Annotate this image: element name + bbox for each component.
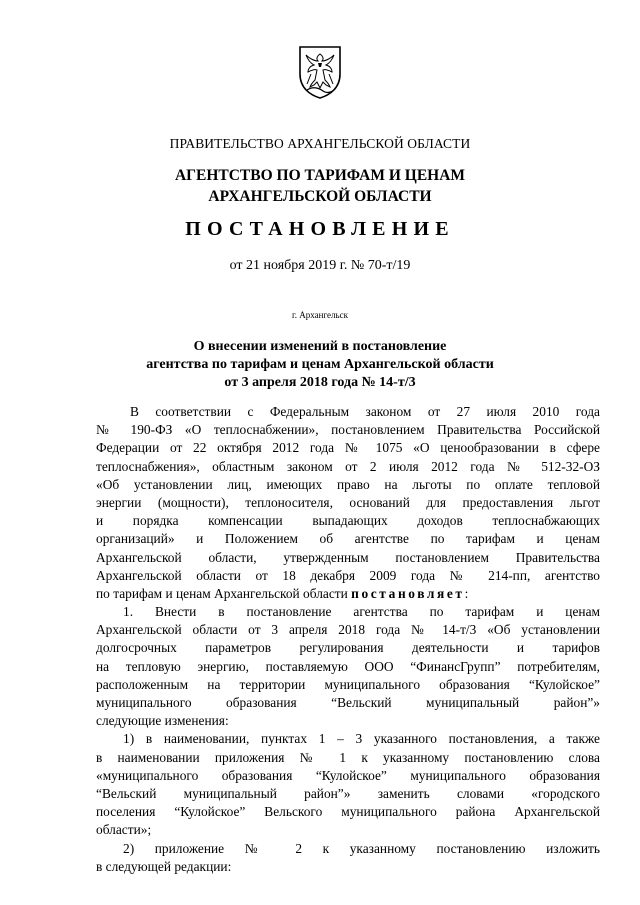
text-line: долгосрочных параметров регулирования деятельности и тарифов <box>96 640 600 656</box>
text-line: Федерации от 22 октября 2012 года № 1075 «О ценообразовании в сфере <box>96 440 600 456</box>
text-line: муниципального образования “Вельский муниципальный район”» <box>96 695 600 710</box>
text-line: «муниципального образования “Кулойское” муниципального образования <box>96 767 600 783</box>
text-line: следующие изменения: <box>96 713 229 729</box>
agency-name <box>0 165 640 207</box>
document-title <box>0 338 640 392</box>
document-body <box>96 403 600 876</box>
text-line: 1) в наименовании, пунктах 1 – 3 указанного постановления, а также <box>123 731 600 747</box>
text-line: организаций» и Положением об агентстве по тарифам и ценам <box>96 531 600 547</box>
paragraph-subitem-2 <box>96 840 600 876</box>
text-line: “Вельский муниципальный район”» заменить словами «городского <box>96 785 600 801</box>
resolution-prefix: по тарифам и ценам Архангельской области <box>96 585 352 601</box>
title-line3: от 3 апреля 2018 года № 14-т/3 <box>224 375 416 390</box>
text-line: № 190-ФЗ «О теплоснабжении», постановлением Правительства Российской <box>96 422 600 438</box>
text-line: Архангельской области от 3 апреля 2018 года № 14-т/3 «Об установлении <box>96 622 600 638</box>
paragraph-subitem-1 <box>96 730 600 839</box>
text-line: расположенным на территории муниципального образования “Кулойское” <box>96 676 600 692</box>
document-type: ПОСТАНОВЛЕНИЕ <box>185 218 455 240</box>
text-line: в наименовании приложения № 1 к указанному постановлению слова <box>96 749 600 765</box>
city-name: г. Архангельск <box>292 310 348 320</box>
text-line: поселения “Кулойское” Вельского муниципального района Архангельской <box>96 804 600 820</box>
text-line: 1. Внести в постановление агентства по тарифам и ценам <box>123 604 600 620</box>
title-line2: агентства по тарифам и ценам Архангельской области <box>146 357 494 372</box>
text-line: теплоснабжения», областным законом от 2 июля 2012 года № 512-32-ОЗ <box>96 458 600 474</box>
text-line: и порядка компенсации выпадающих доходов теплоснабжающих <box>96 513 600 529</box>
text-line: В соответствии с Федеральным законом от 27 июля 2010 года <box>130 404 600 419</box>
title-line1: О внесении изменений в постановление <box>193 339 447 354</box>
government-name: ПРАВИТЕЛЬСТВО АРХАНГЕЛЬСКОЙ ОБЛАСТИ <box>169 136 471 151</box>
paragraph-preamble <box>96 403 600 603</box>
coat-of-arms-icon <box>297 44 343 100</box>
text-line: Архангельской области, утвержденным постановлением Правительства <box>96 549 600 565</box>
resolution-suffix: : <box>464 585 469 601</box>
text-line-resolution <box>96 585 600 603</box>
text-line: на тепловую энергию, поставляемую ООО “ФинансГрупп” потребителям, <box>96 658 600 674</box>
text-line: области»; <box>96 822 152 838</box>
text-line: энергии (мощности), теплоносителя, оснований для предоставления льгот <box>96 494 600 510</box>
text-line: Архангельской области от 18 декабря 2009 года № 214-пп, агентство <box>96 567 600 583</box>
resolution-keyword: постановляет <box>351 585 465 601</box>
text-line: 2) приложение № 2 к указанному постановлению изложить <box>123 840 600 856</box>
paragraph-item-1 <box>96 603 600 730</box>
agency-name-line1: АГЕНТСТВО ПО ТАРИФАМ И ЦЕНАМ <box>174 167 466 184</box>
document-date-number: от 21 ноября 2019 г. № 70-т/19 <box>229 258 411 273</box>
text-line: «Об установлении лиц, имеющих право на льготы по оплате тепловой <box>96 476 600 492</box>
text-line: в следующей редакции: <box>96 858 232 874</box>
agency-name-line2: АРХАНГЕЛЬСКОЙ ОБЛАСТИ <box>208 188 432 205</box>
